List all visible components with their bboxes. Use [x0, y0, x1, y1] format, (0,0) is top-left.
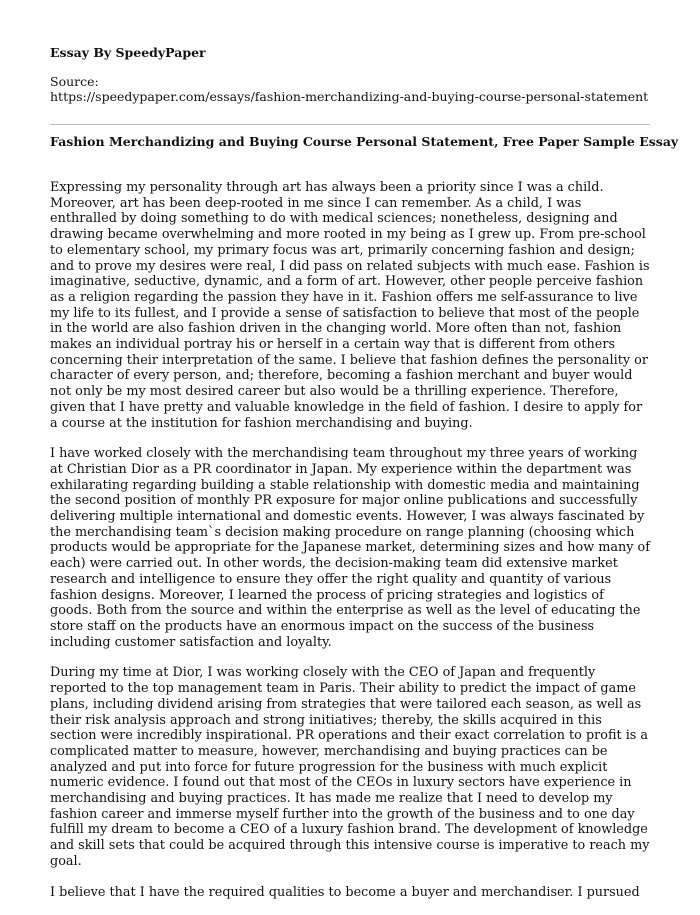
essay-paragraph-1: Expressing my personality through art has always been a priority since I was a child. Moreover, art has been deep-rooted in me since I can remember. As a child, I was enthralled by doing something to do with medical sciences; nonetheless, designing and drawing became overwhelming and more rooted in my being as I grew up. From pre-school to elementary school, my primary focus was art, primarily concerning fashion and design; and to prove my desires were real, I did pass on related subjects with much ease. Fashion is imaginative, seductive, dynamic, and a form of art. However, other people perceive fashion as a religion regarding the passion they have in it. Fashion offers me self-assurance to live my life to its fullest, and I provide a sense of satisfaction to believe that most of the people in the world are also fashion driven in the changing world. More often than not, fashion makes an individual portray his or herself in a certain way that is different from others concerning their interpretation of the same. I believe that fashion defines the personality or character of every person, and; therefore, becoming a fashion merchant and buyer would not only be my most desired career but also would be a thrilling experience. Therefore, given that I have pretty and valuable knowledge in the field of fashion. I desire to apply for a course at the institution for fashion merchandising and buying. — [50, 180, 650, 431]
essay-page — [50, 0, 679, 900]
essay-paragraph-4: I believe that I have the required qualities to become a buyer and merchandiser. I pursued — [50, 884, 640, 900]
essay-title: Fashion Merchandizing and Buying Course Personal Statement, Free Paper Sample Essay — [50, 134, 679, 149]
site-header-title: Essay By SpeedyPaper — [50, 45, 206, 60]
essay-body — [50, 180, 650, 915]
source-label: Source: — [50, 74, 99, 89]
source-url[interactable]: https://speedypaper.com/essays/fashion-merchandizing-and-buying-course-personal-statement — [50, 89, 649, 104]
header-divider — [50, 124, 650, 125]
essay-paragraph-2: I have worked closely with the merchandising team throughout my three years of working at Christian Dior as a PR coordinator in Japan. My experience within the department was exhilarating regarding building a stable relationship with domestic media and maintaining the second position of monthly PR exposure for major online publications and successfully delivering multiple international and domestic events. However, I was always fascinated by the merchandising team`s decision making procedure on range planning (choosing which products would be appropriate for the Japanese market, determining sizes and how many of each) were carried out. In other words, the decision-making team did extensive market research and intelligence to ensure they offer the right quality and quantity of various fashion designs. Moreover, I learned the process of pricing strategies and logistics of goods. Both from the source and within the enterprise as well as the level of educating the store staff on the products have an enormous impact on the success of the business including customer satisfaction and loyalty. — [50, 446, 650, 650]
essay-paragraph-3: During my time at Dior, I was working closely with the CEO of Japan and frequently reported to the top management team in Paris. Their ability to predict the impact of game plans, including dividend arising from strategies that were tailored each season, as well as their risk analysis approach and strong initiatives; thereby, the skills acquired in this section were incredibly inspirational. PR operations and their exact correlation to profit is a complicated matter to measure, however, merchandising and buying practices can be analyzed and put into force for future progression for the business with much explicit numeric evidence. I found out that most of the CEOs in luxury sectors have experience in merchandising and buying practices. It has made me realize that I need to develop my fashion career and immerse myself further into the growth of the business and to one day fulfill my dream to become a CEO of a luxury fashion brand. The development of knowledge and skill sets that could be acquired through this intensive course is imperative to reach my goal. — [50, 665, 650, 869]
